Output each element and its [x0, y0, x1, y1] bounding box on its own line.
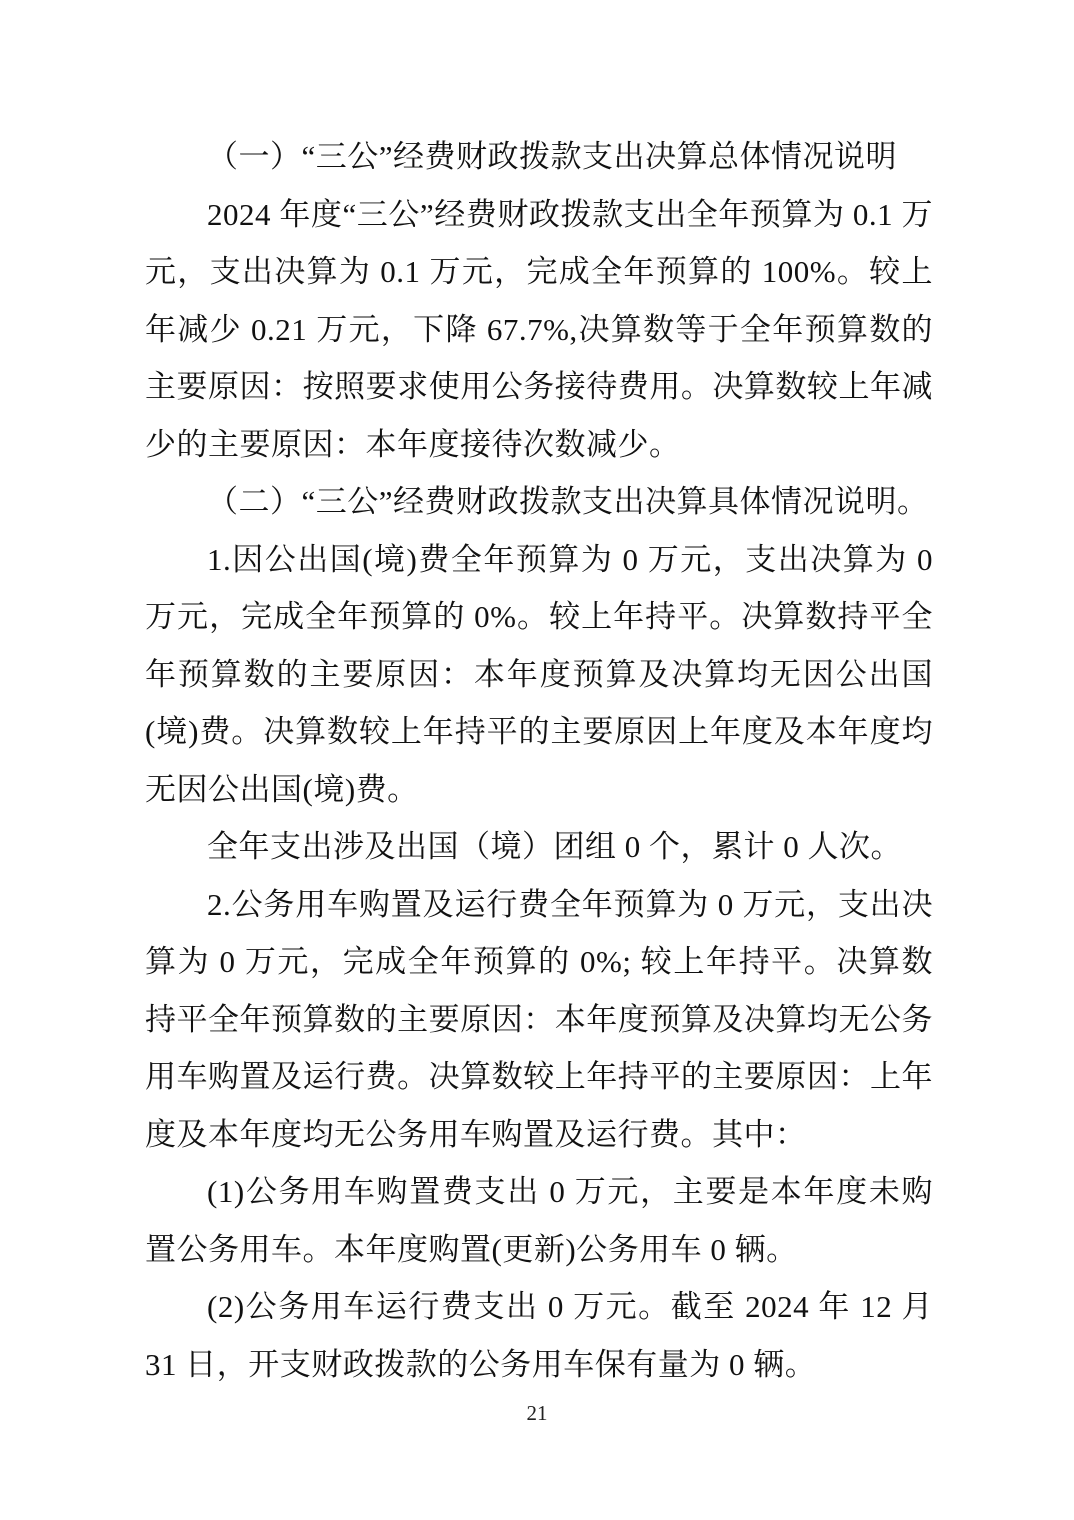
paragraph-official-vehicles: 2.公务用车购置及运行费全年预算为 0 万元，支出决算为 0 万元，完成全年预算的 0%; 较上年持平。决算数持平全年预算数的主要原因：本年度预算及决算均无公务用车购置及运行费。决算数较上年持平的主要原因：上年度及本年度均无公务用车购置及运行费。其中：	[145, 886, 933, 1152]
paragraph-overall-summary: 2024 年度“三公”经费财政拨款支出全年预算为 0.1 万元，支出决算为 0.1 万元，完成全年预算的 100%。较上年减少 0.21 万元，下降 67.7%,决算数等于全年预算数的主要原因：按照要求使用公务接待费用。决算数较上年减少的主要原因：本年度接待次数减少。	[145, 196, 933, 462]
paragraph-overseas-travel: 1.因公出国(境)费全年预算为 0 万元，支出决算为 0 万元，完成全年预算的 0%。较上年持平。决算数持平全年预算数的主要原因：本年度预算及决算均无因公出国(境)费。决算数较上年持平的主要原因上年度及本年度均无因公出国(境)费。	[145, 541, 933, 807]
document-body	[145, 128, 933, 1393]
section-heading-2: （二）“三公”经费财政拨款支出决算具体情况说明。	[207, 484, 929, 519]
paragraph-overseas-groups: 全年支出涉及出国（境）团组 0 个，累计 0 人次。	[207, 829, 902, 864]
paragraph-vehicle-operation: (2)公务用车运行费支出 0 万元。截至 2024 年 12 月 31 日，开支财政拨款的公务用车保有量为 0 辆。	[145, 1289, 933, 1382]
paragraph-vehicle-purchase: (1)公务用车购置费支出 0 万元，主要是本年度未购置公务用车。本年度购置(更新)公务用车 0 辆。	[145, 1174, 933, 1267]
section-heading-1: （一）“三公”经费财政拨款支出决算总体情况说明	[207, 139, 898, 174]
page-number: 21	[526, 1401, 548, 1425]
